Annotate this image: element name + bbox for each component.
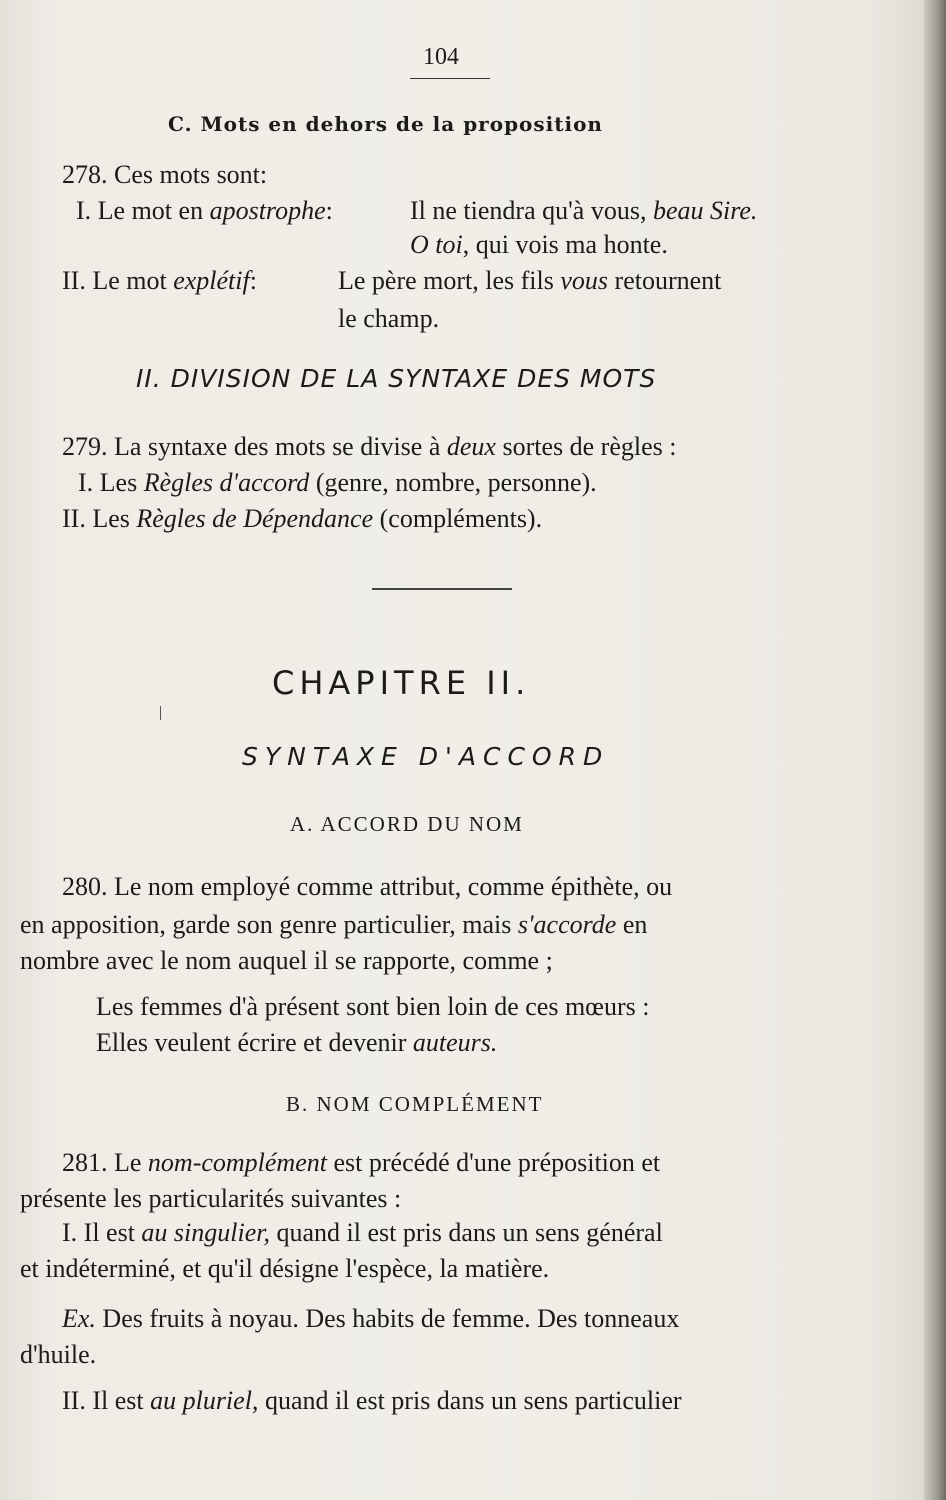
p279-a: 279. La syntaxe des mots se divise à xyxy=(62,432,441,461)
p278-ii-term: explétif xyxy=(173,266,250,295)
page-number: 104 xyxy=(423,44,459,70)
p281-example-cont: d'huile. xyxy=(20,1340,97,1369)
stray-mark xyxy=(160,706,161,720)
p278-i-term: apostrophe xyxy=(209,196,326,225)
p281-l5-c: quand il est pris dans un sens particulier xyxy=(264,1386,682,1415)
p281-l1-a: 281. Le xyxy=(62,1148,142,1177)
p278-item-ii xyxy=(62,266,257,296)
p278-i-example-2 xyxy=(410,230,668,260)
p279-i-b: Règles d'accord xyxy=(143,468,310,497)
p278-ii-label: II. Le mot xyxy=(62,266,167,295)
p280-l2-c: en xyxy=(622,910,648,939)
division-heading: II. DIVISION DE LA SYNTAXE DES MOTS xyxy=(136,364,657,393)
p278-i-ex1-a: Il ne tiendra qu'à vous, xyxy=(410,196,647,225)
p280-line-2 xyxy=(20,910,647,940)
p279-i-c: (genre, nombre, personne). xyxy=(315,468,597,497)
p278-ii-ex-a: Le père mort, les fils xyxy=(338,266,554,295)
p279-i-a: I. Les xyxy=(78,468,138,497)
p278-i-ex1-b: beau Sire. xyxy=(652,196,758,225)
p279-ii-b: Règles de Dépendance xyxy=(136,504,374,533)
p281-l1-c: est précédé d'une préposition et xyxy=(333,1148,661,1177)
section-divider xyxy=(372,588,512,590)
p281-ex-a: Des fruits à noyau. Des habits de femme. Des tonneaux xyxy=(102,1304,680,1333)
p280-quote-2 xyxy=(96,1028,497,1058)
p281-l5-a: II. Il est xyxy=(62,1386,144,1415)
p281-line-5 xyxy=(62,1386,682,1416)
section-c-title: C. Mots en dehors de la proposition xyxy=(168,112,603,136)
p279-line-1 xyxy=(62,432,676,462)
p281-line-1 xyxy=(62,1148,660,1178)
chapter-subtitle: SYNTAXE D'ACCORD xyxy=(242,742,610,771)
p279-c: sortes de règles : xyxy=(502,432,677,461)
subsection-a-heading: A. ACCORD DU NOM xyxy=(290,812,524,836)
p278-intro: 278. Ces mots sont: xyxy=(62,160,268,189)
p278-item-i xyxy=(76,196,333,226)
p281-ex-label: Ex. xyxy=(62,1304,96,1333)
p281-l3-a: I. Il est xyxy=(62,1218,135,1247)
p280-l2-a: en apposition, garde son genre particulier, mais xyxy=(20,910,512,939)
p280-line-3: nombre avec le nom auquel il se rapporte, comme ; xyxy=(20,946,553,975)
p279-ii-a: II. Les xyxy=(62,504,130,533)
p278-ii-colon: : xyxy=(249,266,257,295)
p278-i-ex2-a: O toi xyxy=(410,230,463,259)
p278-ii-example-cont: le champ. xyxy=(338,304,440,333)
p279-ii-c: (compléments). xyxy=(379,504,543,533)
p278-i-colon: : xyxy=(325,196,333,225)
p279-b: deux xyxy=(446,432,496,461)
page-number-rule xyxy=(410,78,490,79)
p280-q2-a: Elles veulent écrire et devenir xyxy=(96,1028,407,1057)
p281-line-3 xyxy=(62,1218,663,1248)
p278-i-label: I. Le mot en xyxy=(76,196,204,225)
p280-l2-b: s'accorde xyxy=(517,910,617,939)
page-edge xyxy=(924,0,946,1500)
p278-ii-ex-b: vous xyxy=(560,266,609,295)
p279-item-ii xyxy=(62,504,542,534)
p278-ii-ex-c: retournent xyxy=(614,266,722,295)
subsection-b-heading: B. NOM COMPLÉMENT xyxy=(286,1092,544,1116)
p280-quote-1: Les femmes d'à présent sont bien loin de ces mœurs : xyxy=(96,992,650,1021)
p281-example xyxy=(62,1304,679,1334)
p281-l3-c: quand il est pris dans un sens général xyxy=(276,1218,663,1247)
p281-l1-b: nom-complément xyxy=(147,1148,327,1177)
p281-line-2: présente les particularités suivantes : xyxy=(20,1184,402,1213)
p280-line-1: 280. Le nom employé comme attribut, comme épithète, ou xyxy=(62,872,673,901)
p281-l5-b: au pluriel, xyxy=(150,1386,259,1415)
chapter-title: CHAPITRE II. xyxy=(272,664,531,702)
p278-i-example-1 xyxy=(410,196,757,226)
p278-ii-example xyxy=(338,266,721,296)
p281-line-4: et indéterminé, et qu'il désigne l'espèce, la matière. xyxy=(20,1254,550,1283)
p281-l3-b: au singulier, xyxy=(141,1218,270,1247)
p278-i-ex2-b: , qui vois ma honte. xyxy=(462,230,668,259)
p279-item-i xyxy=(78,468,597,498)
p280-q2-b: auteurs. xyxy=(412,1028,498,1057)
